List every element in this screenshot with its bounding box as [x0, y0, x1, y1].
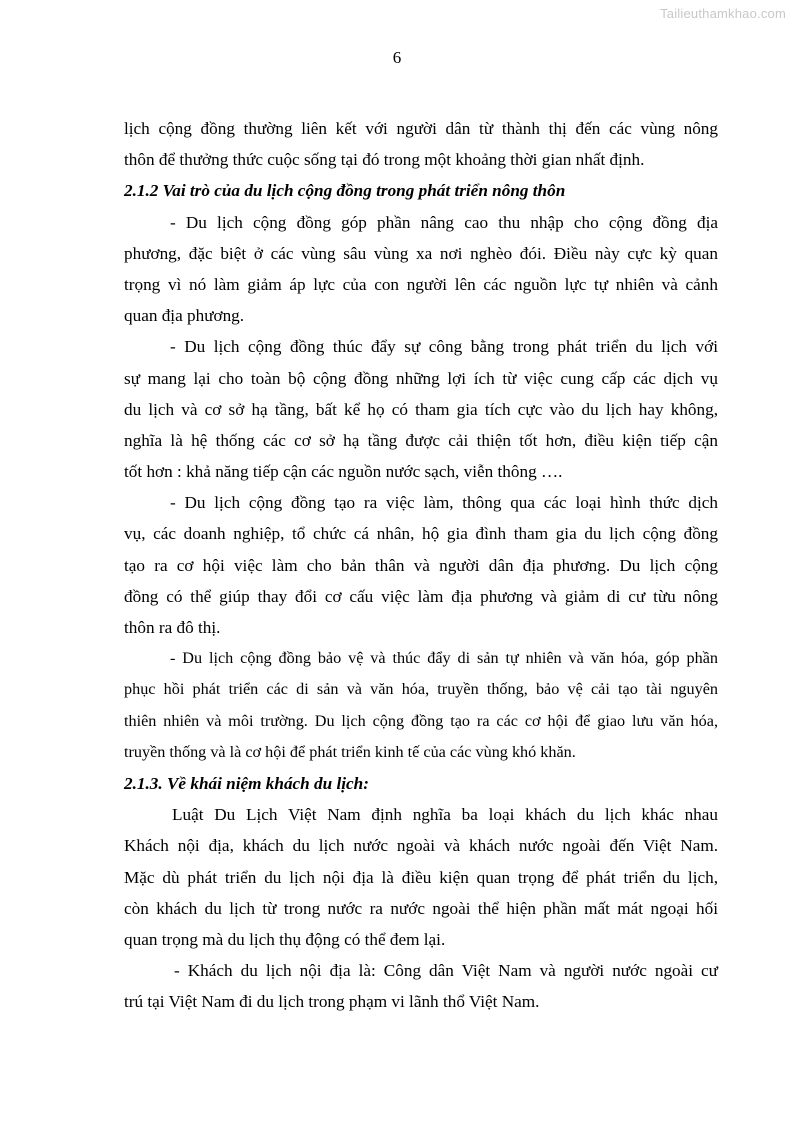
paragraph-line: đồng có thể giúp thay đổi cơ cấu việc làm địa phương và giảm di cư từu nông	[124, 586, 718, 606]
paragraph-line: phương, đặc biệt ở các vùng sâu vùng xa nơi nghèo đói. Điều này cực kỳ quan	[124, 243, 718, 263]
paragraph-line: Mặc dù phát triển du lịch nội địa là điều kiện quan trọng để phát triển du lịch,	[124, 867, 718, 887]
paragraph-line: lịch cộng đồng thường liên kết với người dân từ thành thị đến các vùng nông	[124, 119, 718, 138]
paragraph-line: thôn ra đô thị.	[124, 618, 221, 637]
paragraph-line: còn khách du lịch từ trong nước ra nước ngoài thể hiện phần mất mát ngoại hối	[124, 898, 718, 918]
paragraph-line: - Du lịch cộng đồng bảo vệ và thúc đẩy di sản tự nhiên và văn hóa, góp phần	[170, 649, 718, 668]
paragraph-line: quan trọng mà du lịch thụ động có thể đem lại.	[124, 929, 446, 949]
document-body	[124, 113, 718, 1017]
page-number: 6	[392, 48, 402, 67]
paragraph-line: - Du lịch cộng đồng góp phần nâng cao thu nhập cho cộng đồng địa	[170, 212, 718, 232]
paragraph-line: nghĩa là hệ thống các cơ sở hạ tầng được cải thiện tốt hơn, điều kiện tiếp cận	[124, 430, 718, 450]
paragraph-line: - Du lịch cộng đồng thúc đẩy sự công bằng trong phát triển du lịch với	[170, 337, 718, 357]
paragraph-line: tốt hơn : khả năng tiếp cận các nguồn nước sạch, viễn thông ….	[124, 462, 563, 482]
paragraph-line: tạo ra cơ hội việc làm cho bản thân và người dân địa phương. Du lịch cộng	[124, 555, 718, 575]
paragraph-line: thiên nhiên và môi trường. Du lịch cộng đồng tạo ra các cơ hội để giao lưu văn hóa,	[124, 711, 718, 730]
paragraph-line: Luật Du Lịch Việt Nam định nghĩa ba loại khách du lịch khác nhau	[172, 805, 718, 825]
paragraph-line: sự mang lại cho toàn bộ cộng đồng những lợi ích từ việc cung cấp các dịch vụ	[124, 368, 718, 388]
paragraph-line: truyền thống và là cơ hội để phát triển kinh tế của các vùng khó khăn.	[124, 742, 576, 761]
paragraph-line: du lịch và cơ sở hạ tầng, bất kể họ có tham gia tích cực vào du lịch hay không,	[124, 399, 718, 419]
paragraph-line: vụ, các doanh nghiệp, tổ chức cá nhân, hộ gia đình tham gia du lịch cộng đồng	[124, 524, 718, 544]
section-heading-2-1-3: 2.1.3. Về khái niệm khách du lịch:	[124, 773, 369, 793]
paragraph-line: trọng vì nó làm giảm áp lực của con người lên các nguồn lực tự nhiên và cảnh	[124, 274, 718, 294]
paragraph-line: thôn để thưởng thức cuộc sống tại đó trong một khoảng thời gian nhất định.	[124, 150, 645, 170]
watermark-text: Tailieuthamkhao.com	[660, 6, 786, 21]
paragraph-line: - Du lịch cộng đồng tạo ra việc làm, thông qua các loại hình thức dịch	[170, 493, 718, 513]
paragraph-line: phục hồi phát triển các di sản và văn hóa, truyền thống, bảo vệ cải tạo tài nguyên	[124, 680, 718, 699]
paragraph-line: - Khách du lịch nội địa là: Công dân Việt Nam và người nước ngoài cư	[174, 961, 718, 981]
section-heading-2-1-2: 2.1.2 Vai trò của du lịch cộng đồng trong phát triển nông thôn	[124, 181, 566, 201]
paragraph-line: trú tại Việt Nam đi du lịch trong phạm vi lãnh thổ Việt Nam.	[124, 992, 540, 1012]
paragraph-line: quan địa phương.	[124, 306, 245, 326]
paragraph-line: Khách nội địa, khách du lịch nước ngoài và khách nước ngoài đến Việt Nam.	[124, 836, 718, 856]
